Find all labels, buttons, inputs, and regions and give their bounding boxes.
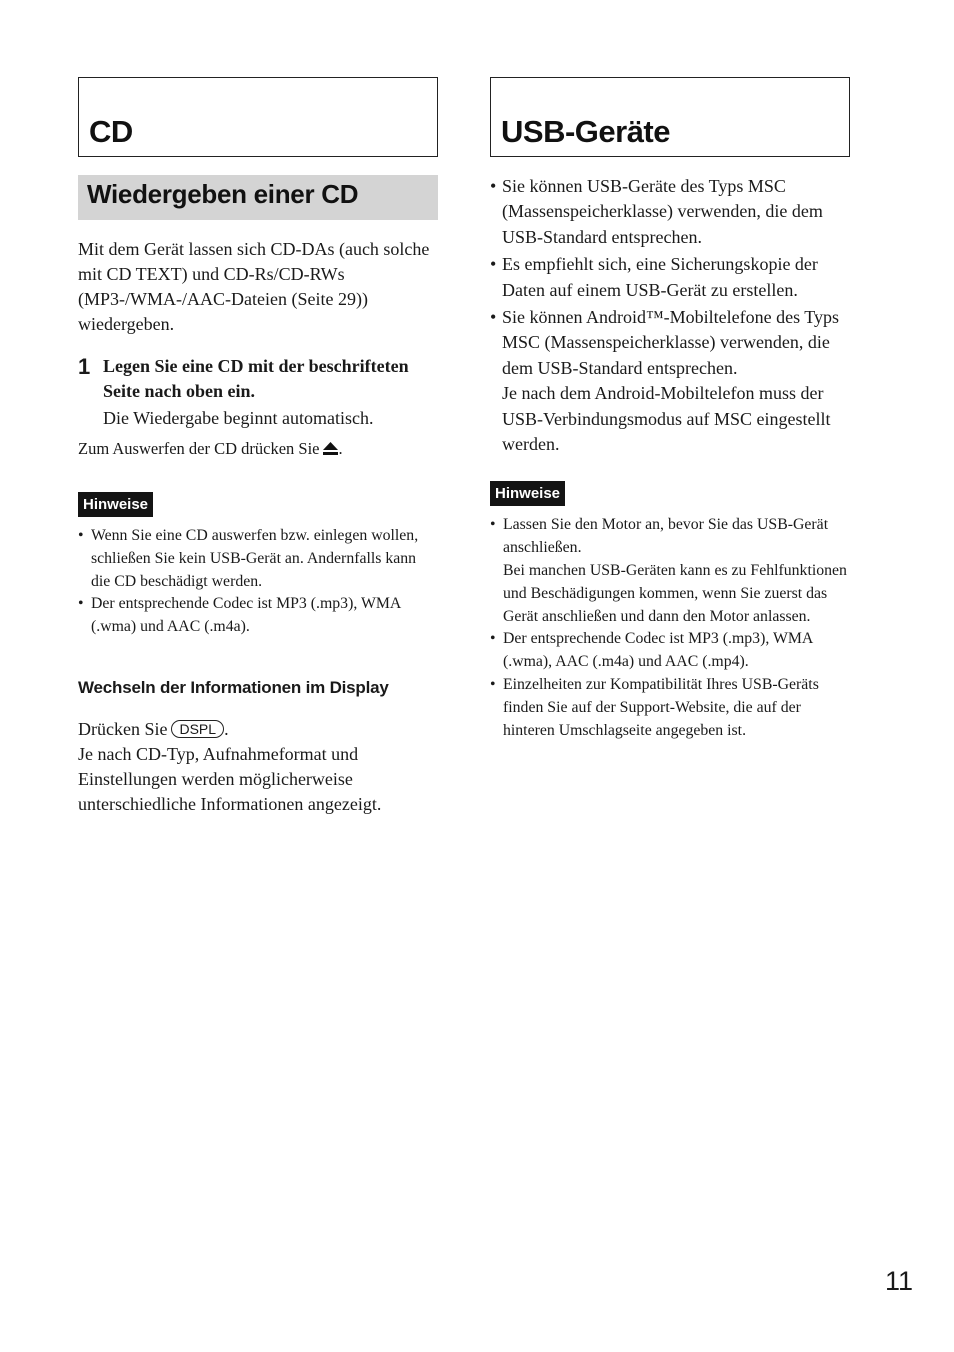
- notes-block: [490, 481, 850, 742]
- bullet: •: [490, 176, 497, 196]
- eject-text: Zum Auswerfen der CD drücken Sie: [78, 439, 320, 458]
- bullet: •: [78, 595, 84, 613]
- note-text: Wenn Sie eine CD auswerfen bzw. einlegen wollen, schließen Sie kein USB-Gerät an. Andernfalls kann die CD beschädigt werden.: [91, 527, 419, 590]
- dspl-button: DSPL: [171, 720, 224, 738]
- step-result: Die Wiedergabe beginnt automatisch.: [103, 408, 374, 428]
- bullet: •: [490, 254, 497, 275]
- bullet-item: [490, 305, 850, 457]
- note-item: [490, 514, 850, 628]
- bullet: •: [490, 516, 496, 534]
- bullet-item: [490, 174, 850, 250]
- bullet: •: [490, 676, 496, 694]
- note-text: Einzelheiten zur Kompatibilität Ihres USB-Geräts finden Sie auf der Support-Website, die auf der hinteren Umschlagseite angegeben ist.: [503, 676, 819, 739]
- left-column: [78, 77, 438, 817]
- notes-list: [78, 525, 438, 639]
- usb-section-header: [490, 77, 850, 157]
- note-text: Lassen Sie den Motor an, bevor Sie das USB-Gerät anschließen.: [503, 516, 829, 557]
- section-title: USB-Geräte: [501, 114, 670, 149]
- bullet: •: [490, 307, 497, 328]
- subheading: Wiedergeben einer CD: [87, 179, 359, 209]
- step-number: 1: [78, 354, 91, 379]
- notes-label: Hinweise: [78, 492, 153, 517]
- note-item: [78, 525, 438, 593]
- display-heading: Wechseln der Informationen im Display: [78, 677, 389, 697]
- section-title: CD: [89, 114, 133, 149]
- eject-instruction: [78, 437, 438, 462]
- note-text: Der entsprechende Codec ist MP3 (.mp3), WMA (.wma), AAC (.m4a) und AAC (.mp4).: [503, 630, 813, 671]
- bullet: •: [490, 630, 496, 648]
- note-item: [78, 593, 438, 639]
- display-press-text: Drücken Sie: [78, 718, 168, 739]
- display-press-suffix: .: [224, 718, 229, 739]
- step-title: Legen Sie eine CD mit der beschrifteten Seite nach oben ein.: [103, 356, 409, 401]
- bullet-text: Sie können USB-Geräte des Typs MSC (Massenspeicherklasse) verwenden, die dem USB-Standard entsprechen.: [502, 176, 823, 247]
- page-number: 11: [884, 1266, 913, 1296]
- notes-list: [490, 514, 850, 742]
- bullet-text: Je nach dem Android-Mobiltelefon muss der USB-Verbindungsmodus auf MSC eingestellt werden.: [502, 383, 831, 455]
- display-paragraph: Je nach CD-Typ, Aufnahmeformat und Einstellungen werden möglicherweise unterschiedliche Informationen angezeigt.: [78, 743, 382, 814]
- intro-paragraph: Mit dem Gerät lassen sich CD-DAs (auch solche mit CD TEXT) und CD-Rs/CD-RWs (MP3-/WMA-/AAC-Dateien (Seite 29)) wiedergeben.: [78, 239, 430, 334]
- note-item: [490, 674, 850, 742]
- subheading-bar: [78, 175, 438, 220]
- eject-suffix: .: [338, 439, 343, 458]
- bullet-text: Es empfiehlt sich, eine Sicherungskopie der Daten auf einem USB-Gerät zu erstellen.: [502, 254, 818, 300]
- eject-icon: [323, 438, 338, 462]
- usb-bullet-list: [490, 174, 850, 457]
- notes-block: [78, 492, 438, 639]
- note-text: Bei manchen USB-Geräten kann es zu Fehlfunktionen und Beschädigungen kommen, wenn Sie zuerst das Gerät anschließen und dann den Motor anlassen.: [503, 562, 847, 625]
- display-press-line: [78, 717, 438, 742]
- bullet: •: [78, 527, 84, 544]
- right-column: [490, 77, 850, 742]
- step-1: [78, 354, 438, 431]
- cd-section-header: [78, 77, 438, 157]
- note-text: Der entsprechende Codec ist MP3 (.mp3), WMA (.wma) und AAC (.m4a).: [91, 595, 401, 636]
- bullet-item: [490, 252, 850, 303]
- note-item: [490, 628, 850, 674]
- step-body: [103, 354, 438, 431]
- bullet-text: Sie können Android™-Mobiltelefone des Typs MSC (Massenspeicherklasse) verwenden, die dem USB-Standard entsprechen.: [502, 307, 840, 378]
- notes-label: Hinweise: [490, 481, 565, 506]
